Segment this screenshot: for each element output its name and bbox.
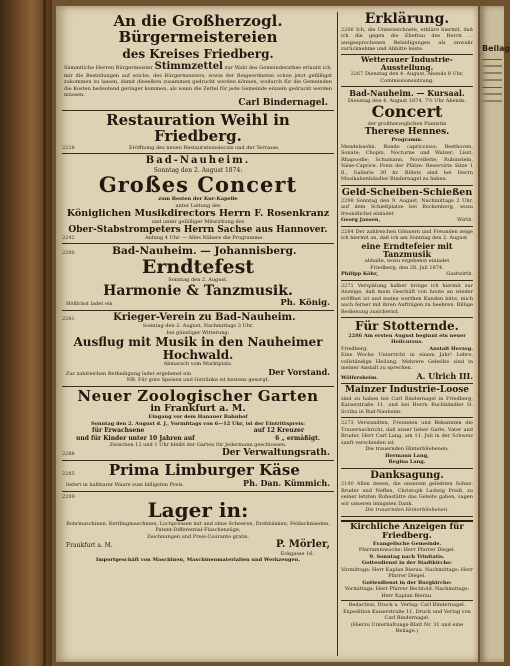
ad-line2: unter Leitung des xyxy=(175,202,221,209)
ad-head: Bad-Nauheim. — Kursaal. xyxy=(349,88,465,99)
ad-service: Gottesdienst in der Stadtkirche: xyxy=(361,560,453,567)
ad-title-row xyxy=(62,463,334,479)
ad-line1: Sonntag den 2. August d. J., Vormittags von 6—12 Uhr, ist der Eintrittspreis: xyxy=(90,420,306,427)
ad-geschaeft xyxy=(341,281,473,319)
ad-role: Wirth. xyxy=(457,217,473,224)
ad-line1: zum Besten der Kur-Kapelle xyxy=(158,196,238,203)
ad-time-row xyxy=(62,235,334,242)
ad-name: A. Ulrich III. xyxy=(416,370,473,381)
ad-board: Der Vorstand. xyxy=(268,366,330,377)
ad-address: Eckgasse 16. xyxy=(280,550,314,557)
ad-body: Mendelssohn, Rondo capriccioso; Beethoven, Sonate; Chopin, Nocturne und Walzer; Liszt, Rhapsodie; Schumann, Novellette; Rubinstein, Valse-Caprice. Preis der Plätze: Reservirte Sitze 1 fl., Gallerie 30 kr. Billets sind bei Herrn Musikalienhändler Bindernagel zu haben. xyxy=(341,143,473,183)
ad-title: Kirchliche Anzeigen für Friedberg. xyxy=(350,521,464,541)
ad-number: 2271 xyxy=(341,282,354,289)
next-page-rule xyxy=(482,87,502,88)
ad-sign: Die trauernden Hinterbliebenen: xyxy=(365,446,449,453)
next-page-edge xyxy=(480,6,510,662)
ad-number: 2273 xyxy=(341,420,354,427)
ad-name2: Regina Lang. xyxy=(388,459,426,466)
ad-artist: Therese Hennes. xyxy=(364,126,450,137)
ad-number: 2280 xyxy=(62,250,75,257)
ad-limburger-kaese xyxy=(62,461,334,491)
ad-number: 2267 xyxy=(350,71,364,78)
ad-line3: Abmarsch vom Marktplatz. xyxy=(163,361,233,368)
ad-kids-label: und für Kinder unter 10 Jahren auf xyxy=(76,434,195,442)
ad-body2: abhalte, wozu ergebenst einladet xyxy=(364,258,450,265)
ad-date: Dienstag den 4. August 1874, 7½ Uhr Abends. xyxy=(347,97,467,104)
ad-line4: Vormittags: Herr Pfarrer Bechtold. Nachmittags: Herr Kaplan Bierau. xyxy=(344,586,470,599)
ad-kursaal-concert xyxy=(341,87,473,185)
ad-body-text: Sonntag den 9. August, Nachmittags 2 Uhr, auf dem Schießplatze bei Rockenberg, wozu freundlichst einladet xyxy=(341,197,473,217)
ad-date-text: Dienstag den 4. August, Abends 8 Uhr, Commissionssitzung. xyxy=(364,71,464,84)
ad-board: Der Verwaltungsrath. xyxy=(221,447,330,458)
ad-main: Ausflug mit Musik in den Nauheimer Hochwald. xyxy=(73,335,323,362)
ad-body xyxy=(341,198,473,218)
ad-invite: Höflichst ladet ein xyxy=(66,300,113,307)
ad-line3: Vormittags: Herr Kaplan Bierau. Nachmittags: Herr Pfarrer Diegel. xyxy=(341,566,473,580)
ad-number: 2298 xyxy=(341,197,354,204)
ad-line5: NB. Für gute Speisen und Getränke ist bestens gesorgt. xyxy=(126,377,270,384)
ad-title: Concert xyxy=(371,102,443,122)
ad-city: Friedberg. xyxy=(341,345,368,352)
next-page-rule xyxy=(482,59,502,60)
ad-title-row xyxy=(62,313,334,324)
ad-footer: Importgeschäft von Maschinen, Maschinenmaterialien und Werkzeugen. xyxy=(95,557,301,564)
ad-title: Erndtefest xyxy=(141,255,255,278)
next-page-stub: Beilag xyxy=(482,44,510,53)
ad-sign: Die trauernden Hinterbliebenen. xyxy=(365,507,449,514)
ad-number: 2228 xyxy=(62,144,75,151)
ad-body-text: Verspätung halber bringe ich hiermit zur Anzeige, daß mein Geschäft von heute an wieder eröffnet ist und meine werthen Kunden bitte, mich auch ferner mit ihren Aufträgen zu beehren. Billige Bedienung zusichernd. xyxy=(341,282,473,315)
newspaper-page xyxy=(56,6,478,662)
ad-body-text: Ich, die Unterzeichnete, erkläre hiermit, daß ich die gegen die Ehefrau des Herrn … ausgesprochenen Beleidigungen als unwahr zurücknehme und Abbitte leiste. xyxy=(341,26,473,53)
ad-company-row xyxy=(62,540,334,551)
ad-title: Krieger-Verein zu Bad-Nauheim. xyxy=(113,311,296,323)
ad-city: in Frankfurt a. M. xyxy=(150,403,246,415)
ad-line: liefert in haltbarer Waare zum billigsten Preis. xyxy=(66,482,185,489)
next-page-text xyxy=(482,79,502,81)
ad-sign: Georg Jansen, xyxy=(341,217,381,224)
ad-sign: Philipp Köhr, xyxy=(341,271,379,278)
ad-restauration-weihl xyxy=(62,111,334,154)
ad-number: 2242 xyxy=(62,234,75,241)
ad-line2: Patent-Differential-Flaschenzüge, xyxy=(155,527,241,534)
next-page-text xyxy=(482,100,502,102)
ad-body-text: Allen denen, die unserem geliebten Sohne, Bruder und Neffen, Christoph Ludwig Preiß, zu seiner letzten Ruhestätte das Geleite gaben, sagen wir unseren innigsten Dank. xyxy=(341,481,473,507)
ad-orchestra: Ober-Stabstrompeters Herrn Sachse aus Hannover. xyxy=(68,224,328,235)
right-column xyxy=(341,12,473,658)
ad-title: Danksagung. xyxy=(370,469,444,481)
ad-body: sind zu haben bei Carl Bindernagel in Friedberg, Kaiserstraße 11, und bei Herrn Buchhändler H. Scriba in Bad-Nauheim. xyxy=(341,395,473,415)
ad-erndtefest xyxy=(62,244,334,310)
next-page-text xyxy=(482,93,502,95)
next-page-text xyxy=(482,72,502,74)
ad-sign: Anstalt Herzog. xyxy=(429,345,473,352)
ad-role: Gastwirth. xyxy=(446,271,473,278)
ad-number: 2281 xyxy=(62,315,75,322)
ad-adults-price: auf 12 Kreuzer xyxy=(253,427,304,435)
ad-line3: und unter gefälliger Mitwirkung des xyxy=(151,219,245,226)
ad-entrance: Eingang vor dem Hanauer Bahnhof xyxy=(148,414,248,421)
ad-kids-row xyxy=(62,435,334,443)
ad-company: P. Mörler, xyxy=(275,539,330,551)
ad-stotternde xyxy=(341,318,473,384)
ad-body xyxy=(341,27,473,53)
ad-title: eine Erndtefeier mit Tanzmusik xyxy=(361,240,453,259)
footer-line3: (Hierzu Unterhaltungs-Blatt Nr. 31 und eine Beilage.) xyxy=(350,621,464,635)
ad-danksagung xyxy=(341,469,473,517)
ad-number: 2190 xyxy=(341,481,354,488)
separator xyxy=(341,600,473,601)
ad-line3: Zeichnungen und Preis-Courante gratis. xyxy=(146,533,250,540)
ad-title: Erklärung. xyxy=(364,11,450,27)
ad-body xyxy=(341,481,473,507)
ad-date: Sonntag den 2. August. xyxy=(168,277,228,284)
ad-title: Neuer Zoologischer Garten xyxy=(77,386,319,405)
ad-kirchliche-anzeigen xyxy=(341,517,473,637)
ad-place: Bad-Nauheim. xyxy=(145,155,251,167)
left-column xyxy=(62,12,334,658)
ad-title: Für Stotternde. xyxy=(355,319,459,334)
ad-body-rest: zur Wahl des Gemeinderathes erlaubt ich, mir die Bestellungen auf solche, des Bürgermeisters, sowie der Beigeordneten schon jetzt gefälligst zukommen zu lassen, damit dieselben zusammen gedruckt werden können, wodurch für die Gemeinden die Kosten bedeutend geringer kommen, als wenn die Zettel für jede Gemeinde einzeln gedruckt werden müssen. xyxy=(64,65,333,99)
ad-date xyxy=(341,71,473,84)
ad-time: Anfang 4 Uhr. — Alles Nähere die Programme. xyxy=(145,234,264,241)
ad-adults-row xyxy=(62,427,334,435)
ad-buergermeistereien xyxy=(62,14,334,111)
ad-sub: Evangelische Gemeinde. xyxy=(372,540,442,547)
ad-sign-row xyxy=(341,217,473,224)
footer-line1: Redaction, Druck u. Verlag: Carl Bindernagel. xyxy=(348,602,466,609)
next-page-text xyxy=(482,65,502,67)
ad-title: Geld-Scheiben-Schießen xyxy=(341,186,473,198)
ad-line1: Pfarramtswoche: Herr Pfarrer Diegel. xyxy=(358,547,456,554)
ad-board-row xyxy=(62,368,334,378)
ad-place: Bad-Nauheim. — Johannisberg. xyxy=(112,245,297,258)
ad-music: Harmonie & Tanzmusik. xyxy=(103,282,293,299)
ad-body-lead: Sämmtliche Herren Bürgermeister xyxy=(64,65,153,72)
ad-title: Lager in: xyxy=(147,497,249,522)
ad-body xyxy=(62,62,334,99)
ad-body-text: Der zahlreichen Gönnern und Freunden zeige ich hiermit an, daß ich am Sonntag den 2. August xyxy=(341,228,473,242)
ad-body xyxy=(341,283,473,316)
ad-number: 2284 xyxy=(341,228,354,235)
ad-sub: Wetterauer Industrie-Ausstellung. xyxy=(361,54,453,72)
ad-date: Sonntag den 2. August 1874: xyxy=(153,166,243,174)
ad-grosses-concert xyxy=(62,154,334,244)
ad-trauernachricht xyxy=(341,418,473,469)
ad-place: Wölfersheim. xyxy=(341,374,378,381)
ad-number: 2286 xyxy=(348,332,363,339)
book-spine xyxy=(0,0,52,666)
ad-line1-text: Am ersten August beginnt ein neuer Heilcursus. xyxy=(363,332,466,346)
ad-kids-price: 6 „ ermäßigt. xyxy=(275,434,320,442)
ad-board-row xyxy=(62,449,334,458)
ad-erndtefeier xyxy=(341,227,473,281)
ad-title: Prima Limburger Käse xyxy=(108,461,300,480)
ad-line1: Sonntag den 2. August, Nachmittags 3 Uhr, xyxy=(142,323,254,330)
ad-line2: 9. Sonntag nach Trinitatis. xyxy=(369,553,445,560)
ad-line1: Bohrmaschinen, Kettlingmaschinen, Lochpressen mit und ohne Scheeren, Drehbänken, Feldschmieden, xyxy=(66,520,330,527)
ad-conductor: Königlichen Musikdirectors Herrn F. Rosenkranz xyxy=(66,208,330,220)
ad-line1: der großherzoglichen Pianistin xyxy=(367,121,447,128)
ad-industrie-loose xyxy=(341,384,473,418)
ad-scheiben-schiessen xyxy=(341,186,473,227)
ad-body xyxy=(341,420,473,446)
ad-seller-row xyxy=(62,479,334,489)
ad-keyword: Stimmzettel xyxy=(154,61,223,73)
ad-erklaerung xyxy=(341,12,473,87)
ad-line1 xyxy=(341,333,473,346)
ad-zoologischer-garten xyxy=(62,387,334,462)
ad-program: Programm. xyxy=(391,137,423,144)
ad-line2: Zwischen 12 und 1 Uhr bleibt der Garten für Jedermann geschlossen. xyxy=(109,442,287,449)
ad-body-text: Verwandten, Freunden und Bekannten die Trauernachricht, daß unser lieber Gatte, Vater und Bruder, Herr Carl Lang, am 11. Juli in der Schweiz sanft verschieden ist. xyxy=(341,420,473,446)
column-divider xyxy=(337,12,338,656)
ad-title: Großes Concert xyxy=(98,172,298,198)
ad-body: Eine Woche Unterricht in einem Jahr! Lehre, vollständige Heilung. Mehrere Geheilte sind in meiner Anstalt zu sprechen. xyxy=(341,352,473,372)
ad-signature: Carl Bindernagel. xyxy=(238,97,328,108)
ad-subtitle: des Kreises Friedberg. xyxy=(122,46,274,61)
ad-sign-row xyxy=(341,271,473,278)
ad-city: Frankfurt a. M. xyxy=(66,542,113,550)
ad-lager xyxy=(62,492,334,566)
ad-invite-row xyxy=(62,299,334,308)
ad-service2: Gottesdienst in der Burgkirche: xyxy=(362,579,452,586)
ad-title: Restauration Weihl in Friedberg. xyxy=(106,111,290,145)
ad-number: 2288 xyxy=(62,450,75,457)
ad-number: 2266 xyxy=(341,26,354,33)
ad-body xyxy=(341,229,473,242)
ad-krieger-verein xyxy=(62,311,334,387)
ad-seller: Ph. Dan. Kümmich. xyxy=(243,478,330,489)
ad-name-row xyxy=(341,372,473,382)
ad-number: 2289 xyxy=(62,493,75,500)
ad-line4: Zur zahlreichen Betheiligung ladet ergebenst ein xyxy=(66,370,192,377)
ad-title: Mainzer Industrie-Loose xyxy=(344,385,470,396)
footer-line2: Expedition Kaiserstraße 11. Druck und Verlag von Carl Bindernagel. xyxy=(343,608,471,622)
ad-name1: Hermann Lang, xyxy=(385,452,429,459)
ad-number: 2285 xyxy=(62,471,75,478)
ad-adults-label: für Erwachsene xyxy=(92,427,145,435)
ad-title: An die Großherzogl. Bürgermeistereien xyxy=(113,12,283,46)
ad-place: Friedberg, den 28. Juli 1874. xyxy=(370,264,444,271)
ad-sub-row xyxy=(62,145,334,152)
ad-sub: Eröffnung des neuen Restaurationslocals und der Terrasse. xyxy=(129,144,280,151)
ad-host: Ph. König. xyxy=(280,297,330,308)
ad-line2: bei günstiger Witterung: xyxy=(166,329,230,336)
